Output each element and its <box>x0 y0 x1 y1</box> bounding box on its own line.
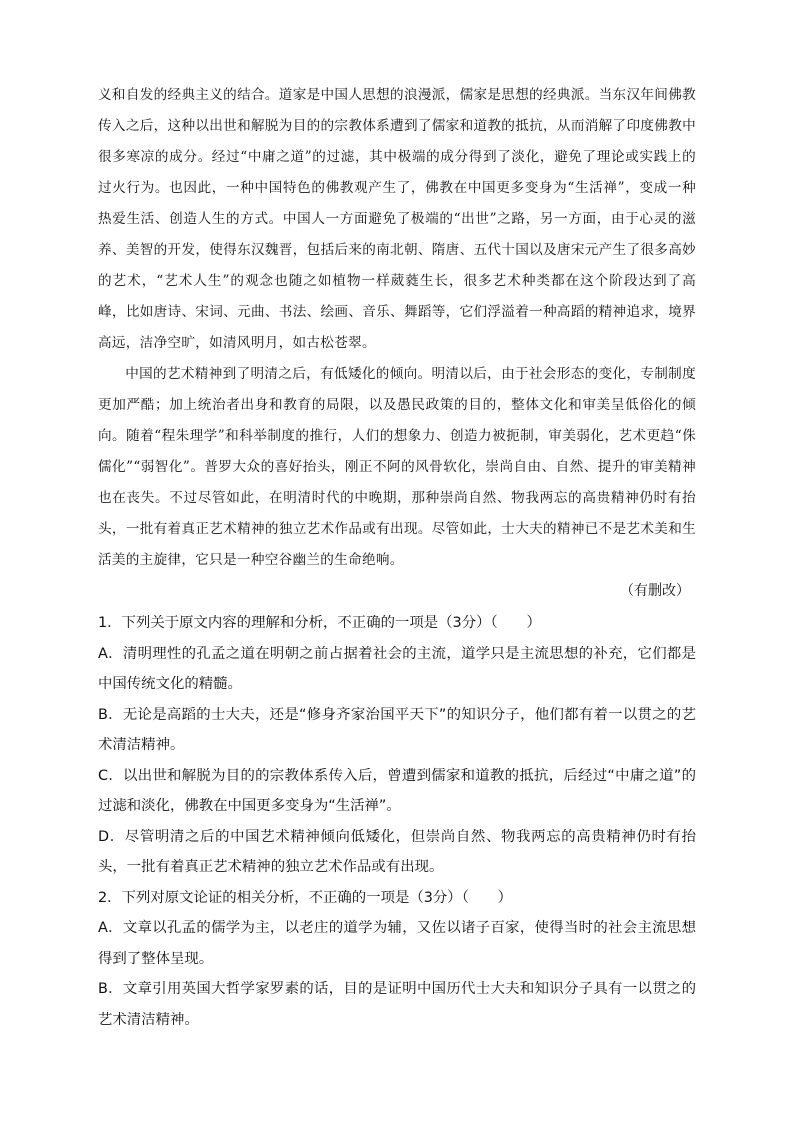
questions-section <box>98 608 696 1035</box>
question-2-stem: 2．下列对原文论证的相关分析，不正确的一项是（3分）（ ） <box>98 889 513 906</box>
passage-paragraph-1: 义和自发的经典主义的结合。道家是中国人思想的浪漫派，儒家是思想的经典派。当东汉年间佛教传入之后，这种以出世和解脱为目的的宗教体系遭到了儒家和道教的抵抗，从而消解了印度佛教中很多寒凉的成分。经过“中庸之道”的过滤，其中极端的成分得到了淡化，避免了理论或实践上的过火行为。也因此，一种中国特色的佛教观产生了，佛教在中国更多变身为“生活禅”，变成一种热爱生活、创造人生的方式。中国人一方面避免了极端的“出世”之路，另一方面，由于心灵的滋养、美智的开发，使得东汉魏晋，包括后来的南北朝、隋唐、五代十国以及唐宋元产生了很多高妙的艺术，“艺术人生”的观念也随之如植物一样葳蕤生长，很多艺术种类都在这个阶段达到了高峰，比如唐诗、宋词、元曲、书法、绘画、音乐、舞蹈等，它们浮溢着一种高蹈的精神追求，境界高远，洁净空旷，如清风明月，如古松苍翠。 <box>98 87 696 351</box>
question-1-option-d: D．尽管明清之后的中国艺术精神倾向低矮化，但崇尚自然、物我两忘的高贵精神仍时有抬头，一批有着真正艺术精神的独立艺术作品或有出现。 <box>98 828 696 875</box>
source-note: （有删改） <box>620 583 690 599</box>
passage-paragraph-2: 中国的艺术精神到了明清之后，有低矮化的倾向。明清以后，由于社会形态的变化，专制制度更加严酷；加上统治者出身和教育的局限，以及愚民政策的目的，整体文化和审美呈低俗化的倾向。随着“程朱理学”和科举制度的推行，人们的想象力、创造力被扼制，审美弱化，艺术更趋“侏儒化”“弱智化”。普罗大众的喜好抬头，刚正不阿的风骨软化，崇尚自由、自然、提升的审美精神也在丧失。不过尽管如此，在明清时代的中晚期，那种崇尚自然、物我两忘的高贵精神仍时有抬头，一批有着真正艺术精神的独立艺术作品或有出现。尽管如此，士大夫的精神已不是艺术美和生活美的主旋律，它只是一种空谷幽兰的生命绝响。 <box>98 366 696 568</box>
question-1-option-a: A．清明理性的孔孟之道在明朝之前占据着社会的主流，道学只是主流思想的补充，它们都是中国传统文化的精髓。 <box>98 645 696 692</box>
question-1-stem: 1．下列关于原文内容的理解和分析，不正确的一项是（3分）（ ） <box>98 615 541 631</box>
question-2-option-b: B．文章引用英国大哲学家罗素的话，目的是证明中国历代士大夫和知识分子具有一以贯之的艺术清洁精神。 <box>98 981 696 1028</box>
reading-passage <box>98 80 696 576</box>
question-1-option-b: B．无论是高蹈的士大夫，还是“修身齐家治国平天下”的知识分子，他们都有着一以贯之的艺术清洁精神。 <box>98 706 696 753</box>
question-2-option-a: A．文章以孔孟的儒学为主，以老庄的道学为辅，又佐以诸子百家，使得当时的社会主流思想得到了整体呈现。 <box>98 920 696 967</box>
question-1-option-c: C．以出世和解脱为目的的宗教体系传入后，曾遭到儒家和道教的抵抗，后经过“中庸之道”的过滤和淡化，佛教在中国更多变身为“生活禅”。 <box>98 767 696 814</box>
